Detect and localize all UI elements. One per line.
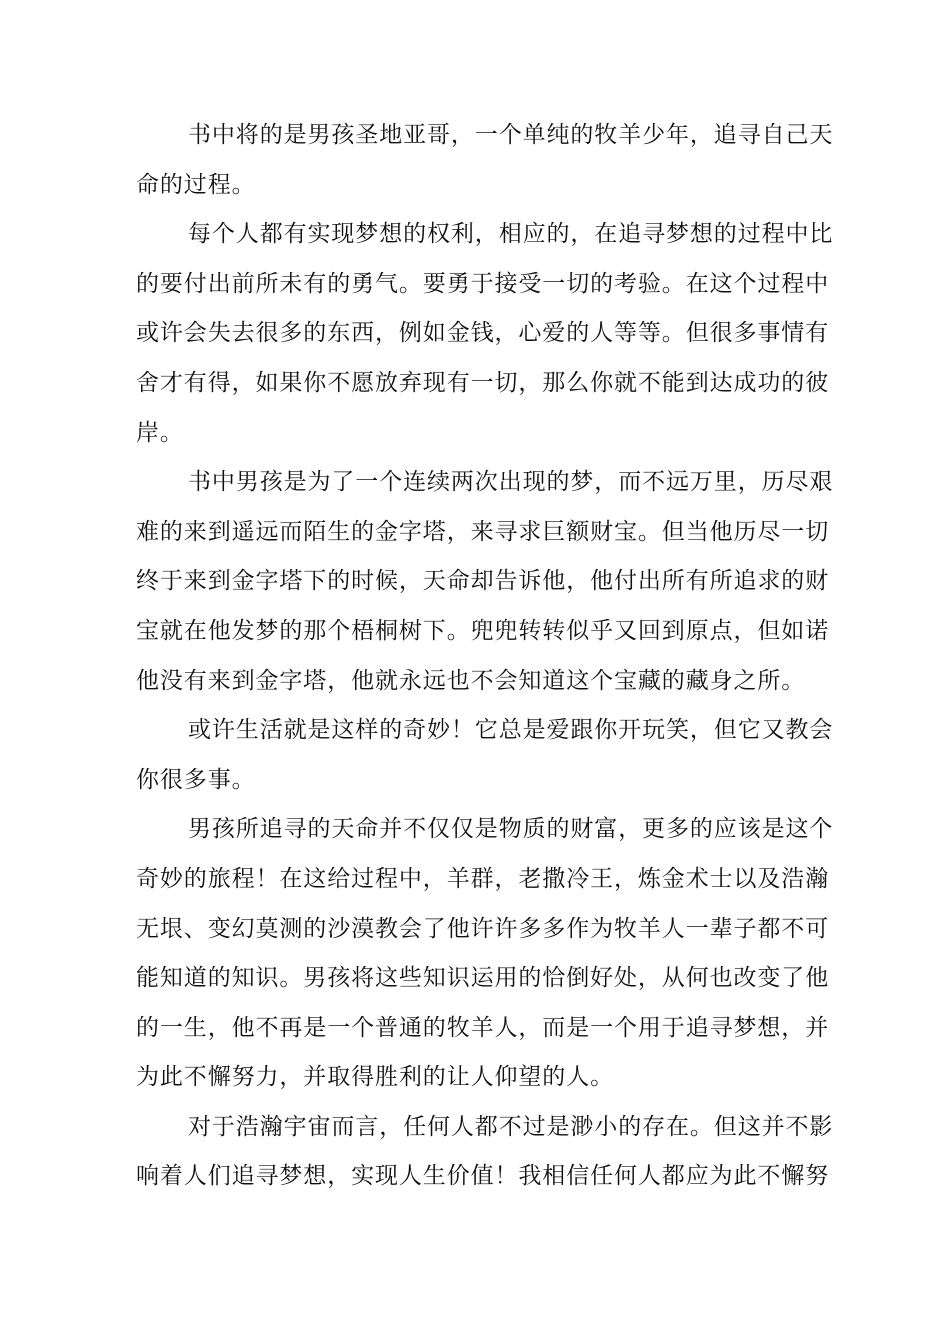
text-line: 终于来到金字塔下的时候，天命却告诉他，他付出所有所追求的财 — [136, 568, 830, 595]
text-line: 男孩所追寻的天命并不仅仅是物质的财富，更多的应该是这个 — [188, 816, 834, 843]
paragraph-3 — [136, 458, 834, 706]
text-line: 为此不懈努力，并取得胜利的让人仰望的人。 — [136, 1064, 614, 1091]
paragraph-6 — [136, 1103, 834, 1202]
paragraph-1 — [136, 111, 834, 210]
text-line: 书中男孩是为了一个连续两次出现的梦，而不远万里，历尽艰 — [188, 469, 834, 496]
document-body — [136, 111, 834, 1202]
text-line: 能知道的知识。男孩将这些知识运用的恰倒好处，从何也改变了他 — [136, 965, 830, 992]
text-line: 或许生活就是这样的奇妙！它总是爱跟你开玩笑，但它又教会 — [188, 717, 834, 744]
text-line: 宝就在他发梦的那个梧桐树下。兜兜转转似乎又回到原点，但如诺 — [136, 617, 830, 644]
paragraph-2 — [136, 210, 834, 458]
text-line: 无垠、变幻莫测的沙漠教会了他许许多多作为牧羊人一辈子都不可 — [136, 915, 830, 942]
text-line: 对于浩瀚宇宙而言，任何人都不过是渺小的存在。但这并不影 — [188, 1113, 834, 1140]
paragraph-4 — [136, 706, 834, 805]
text-line: 你很多事。 — [136, 766, 256, 793]
text-line: 命的过程。 — [136, 171, 256, 198]
text-line: 每个人都有实现梦想的权利，相应的，在追寻梦想的过程中比 — [188, 221, 834, 248]
text-line: 他没有来到金字塔，他就永远也不会知道这个宝藏的藏身之所。 — [136, 667, 806, 694]
text-line: 或许会失去很多的东西，例如金钱，心爱的人等等。但很多事情有 — [136, 320, 830, 347]
text-line: 岸。 — [136, 419, 184, 446]
text-line: 奇妙的旅程！在这给过程中，羊群，老撒冷王，炼金术士以及浩瀚 — [136, 865, 830, 892]
text-line: 难的来到遥远而陌生的金字塔，来寻求巨额财宝。但当他历尽一切 — [136, 518, 830, 545]
text-line: 书中将的是男孩圣地亚哥，一个单纯的牧羊少年，追寻自己天 — [188, 122, 834, 148]
text-line: 的要付出前所未有的勇气。要勇于接受一切的考验。在这个过程中 — [136, 270, 830, 297]
text-line: 的一生，他不再是一个普通的牧羊人，而是一个用于追寻梦想，并 — [136, 1014, 830, 1041]
paragraph-5 — [136, 805, 834, 1103]
text-line: 响着人们追寻梦想，实现人生价值！我相信任何人都应为此不懈努 — [136, 1163, 830, 1190]
text-line: 舍才有得，如果你不愿放弃现有一切，那么你就不能到达成功的彼 — [136, 369, 830, 396]
